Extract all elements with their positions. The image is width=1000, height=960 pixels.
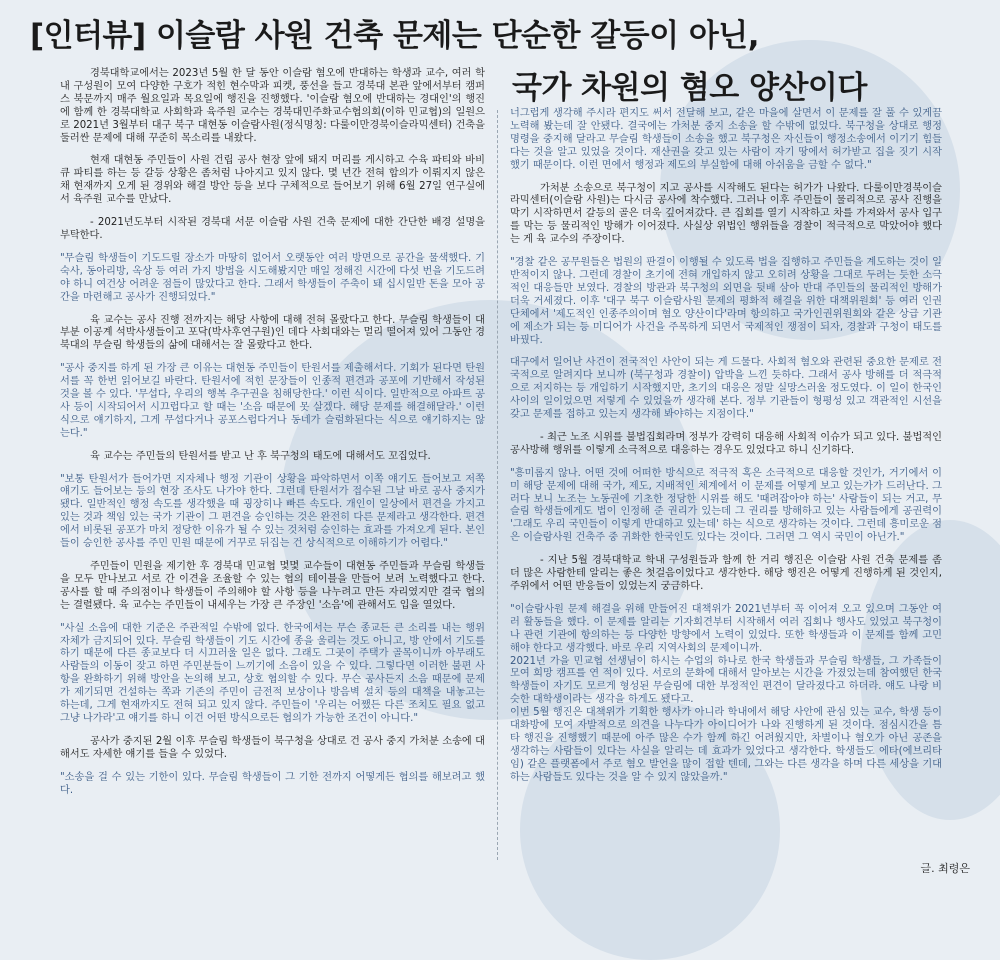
body-paragraph: 경북대학교에서는 2023년 5월 한 달 동안 이슬람 혐오에 반대하는 학생과 교수, 여러 학내 구성원이 모여 다양한 구호가 적힌 현수막과 피켓, 풍선을 들고 경북대 본관 앞에서부터 캠퍼스 북문까지 매주 월요일과 목요일에 행진을 진행했다. '이슬람 혐오에 반대하는 경대인'의 행진에 함께 한 경북대학교 사회학과 육주원 교수는 경북대민주화교수협의회(이하 민교협)의 일원으로 2021년 3월부터 대구 북구 대현동 이슬람사원(정식명칭: 다룰이만경북이슬라믹센터) 건축을 둘러싼 문제에 대해 꾸준히 목소리를 내왔다. xyxy=(60,68,485,144)
headline-line-2: 국가 차원의 혐오 양산이다 xyxy=(512,70,867,106)
left-column xyxy=(60,68,485,808)
quote-paragraph: "공사 중지를 하게 된 가장 큰 이유는 대현동 주민들이 탄원서를 제출해서다. 기회가 된다면 탄원서를 꼭 한번 읽어보길 바란다. 탄원서에 적힌 문장들이 인종적 편견과 공포에 기반해서 작성된 것을 볼 수 있다. '무섭다, 우리의 행복 추구권을 침해당한다.' 이런 식이다. 일반적으로 아파트 공사 등이 시작되어서 시끄럽다고 할 때는 '소음 때문에 못 살겠다. 해당 문제를 해결해달라.' 이런 식으로 얘기하지, 그게 무섭다거나 공포스럽다거나 동네가 슬럼화된다는 식으로 얘기하지는 않는다." xyxy=(60,363,485,439)
body-paragraph: - 2021년도부터 시작된 경북대 서문 이슬람 사원 건축 문제에 대한 간단한 배경 설명을 부탁한다. xyxy=(60,217,485,241)
quote-paragraph: "무슬림 학생들이 기도드릴 장소가 마땅히 없어서 오랫동안 여러 방면으로 공간을 물색했다. 기숙사, 동아리방, 옥상 등 여러 가지 방법을 시도해봤지만 매일 정해진 시간에 다섯 번을 기도드려야 하니 여건상 어려운 점들이 많았다고 한다. 그래서 학생들이 주축이 돼 십시일반 돈을 모아 공간을 마련해고 공사가 진행되었다." xyxy=(60,252,485,303)
quote-paragraph: "흥미롭지 않나. 어떤 것에 어떠한 방식으로 적극적 혹은 소극적으로 대응할 것인가, 거기에서 이미 해당 문제에 대해 국가, 제도, 지배적인 체계에서 이 문제를 어떻게 보고 있는가가 드러난다. 그러다 보니 노조는 노동권에 기초한 정당한 시위를 해도 '때려잡아야 하는' 사람들이 되는 거고, 무슬림 학생들에게도 법이 인정해 준 권리가 있는데 그 권리를 방해하고 있는 사람들에게 공권력이 '그래도 우리 국민들이 이렇게 반대하고 있는데' 하는 식으로 생각하는 것이다. 그런데 흥미로운 점은 이슬람사원 건축주 중 귀화한 한국인도 있다는 것이다. 그러면 그 역시 국민이 아닌가." xyxy=(510,467,942,544)
quote-paragraph: "이슬람사원 문제 해결을 위해 만들어진 대책위가 2021년부터 꼭 이어져 오고 있으며 그동안 여러 활동들을 했다. 이 문제를 알리는 기자회견부터 시작해서 여러 집회나 행사도 있었고 북구청이나 관련 기관에 항의하는 등 다양한 방향에서 노력이 있었다. 또한 학생들과 이 문제를 함께 고민해야 한다고 생각했다. 바로 우리 지역사회의 문제이니까. 2021년 가을 민교협 선생님이 하시는 수업의 하나로 한국 학생들과 무슬림 학생들, 그 가족들이 모여 희망 캠프를 연 적이 있다. 서로의 문화에 대해서 알아보는 시간을 가졌었는데 참여했던 한국 학생들이 자기도 모르게 형성된 무슬림에 대한 부정적인 편견이 달라졌다고 하더라. 얘도 나랑 비슷한 대학생이라는 생각을 하게도 됐다고. 이번 5월 행진은 대책위가 기획한 행사가 아니라 학내에서 해당 사안에 관심 있는 교수, 학생 등이 대화방에 모여 자발적으로 의견을 나누다가 아이디어가 나와 진행하게 된 것이다. 점심시간을 틈타 행진을 진행했기 때문에 아주 많은 수가 함께 하긴 어려웠지만, 차별이나 혐오가 아닌 공존을 생각하는 사람들이 있다는 사실을 알리는 데 효과가 있었다고 생각한다. 학생들도 에타(에브리타임) 같은 플랫폼에서 주로 혐오 발언을 많이 접할 텐데, 그와는 다른 생각을 하며 다른 세상을 기대하는 사람들도 있다는 것을 알 수 있지 않았을까." xyxy=(510,603,942,783)
quote-paragraph: "사실 소음에 대한 기준은 주관적일 수밖에 없다. 한국에서는 무슨 종교든 큰 소리를 내는 행위 자체가 금지되어 있다. 무슬림 학생들이 기도 시간에 종을 울리는 것도 아니고, 방 안에서 기도를 하기 때문에 다른 종교보다 더 시끄러울 일은 없다. 그래도 그곳이 주택가 골목이니까 아무래도 사람들의 이동이 잦고 하면 주민분들이 느끼기에 소음이 있을 수 있다. 그렇다면 이러한 불편 사항을 완화하기 위해 방안을 논의해 보고, 상호 협의할 수 있다. 무슨 공사든지 소음 때문에 문제가 제기되면 건설하는 쪽과 기존의 주민이 금전적 보상이나 방음벽 설치 등의 대책을 내놓고는 하는데, 그게 현재까지도 전혀 되고 있지 않다. 주민들이 '우리는 어쨌든 다른 조치도 필요 없고 그냥 나가라'고 얘기를 하니 이건 어떤 방식으로든 협의가 가능한 조건이 아니다." xyxy=(60,622,485,724)
body-paragraph: 공사가 중지된 2월 이후 무슬림 학생들이 북구청을 상대로 건 공사 중지 가처분 소송에 대해서도 자세한 얘기를 들을 수 있었다. xyxy=(60,735,485,760)
body-paragraph: 주민들이 민원을 제기한 후 경북대 민교협 몇몇 교수들이 대현동 주민들과 무슬림 학생들을 모두 만나보고 서로 간 이견을 조율할 수 있는 협의 테이블을 만들어 보려 노력했다고 한다. 공사를 할 때 주의점이나 학생들이 주의해야 할 사항 등을 나누려고 만든 자리였지만 결국 협의는 결렬됐다. 육 교수는 주민들이 내세우는 가장 큰 주장인 '소음'에 관해서도 입을 열었다. xyxy=(60,561,485,611)
column-divider xyxy=(497,110,498,860)
right-column xyxy=(510,108,942,795)
body-paragraph: 육 교수는 공사 진행 전까지는 해당 사항에 대해 전혀 몰랐다고 한다. 무슬림 학생들이 대부분 이공계 석박사생들이고 포닥(박사후연구원)인 데다 사회대와는 멀리 떨어져 있어 그동안 경북대의 무슬림 학생들의 삶에 대해서는 잘 몰랐다고 한다. xyxy=(60,314,485,352)
body-paragraph: 육 교수는 주민들의 탄원서를 받고 난 후 북구청의 태도에 대해서도 꼬집었다. xyxy=(90,450,431,462)
byline: 글. 최령은 xyxy=(920,862,970,875)
quote-paragraph: "소송을 걸 수 있는 기한이 있다. 무슬림 학생들이 그 기한 전까지 어떻게든 협의를 해보려고 했다. xyxy=(60,771,485,796)
headline-line-1: [인터뷰] 이슬람 사원 건축 문제는 단순한 갈등이 아닌, xyxy=(30,18,760,54)
quote-paragraph: "경찰 같은 공무원들은 법원의 판결이 이행될 수 있도록 법을 집행하고 주민들을 계도하는 것이 일반적이지 않나. 그런데 경찰이 초기에 전혀 개입하지 않고 오히려 상황을 그대로 두려는 듯한 소극적인 대응들만 보였다. 경찰의 방관과 북구청의 외면을 뒷배 삼아 반대 주민들의 물리적인 방해가 더욱 거세졌다. 이후 '대구 북구 이슬람사원 문제의 평화적 해결을 위한 대책위원회' 등 여러 인권 단체에서 '제도적인 인종주의이며 혐오 양산이다'라며 항의하고 국가인권위원회와 같은 상급 기관에 제소가 되는 등 미디어가 사건을 주목하게 되면서 국제적인 쟁점이 되자, 경찰과 구청이 태도를 바꿨다. xyxy=(510,257,942,346)
body-paragraph: - 최근 노조 시위를 불법집회라며 정부가 강력히 대응해 사회적 이슈가 되고 있다. 불법적인 공사방해 행위를 이렇게 소극적으로 대응하는 경우도 있었다고 하니 신기하다. xyxy=(510,431,942,456)
quote-paragraph: 너그럽게 생각해 주시라 편지도 써서 전달해 보고, 같은 마을에 살면서 이 문제를 잘 풀 수 있게끔 노력해 봤는데 잘 안됐다. 결국에는 가처분 중지 소송을 할 수밖에 없었다. 북구청을 상대로 행정명령을 중지해 달라고 무슬림 학생들이 소송을 했고 북구청은 자신들이 행정소송에서 이기기 힘들다는 것을 알고 있었을 것이다. 재산권을 갖고 있는 사람이 자기 땅에서 허가받고 집을 짓기 시작했기 때문이다. 이런 면에서 행정과 제도의 부실함에 대해 아쉬움을 금할 수 없다." xyxy=(510,108,942,171)
quote-paragraph: 대구에서 일어난 사건이 전국적인 사안이 되는 게 드물다. 사회적 혐오와 관련된 중요한 문제로 전국적으로 알려지다 보니까 (북구청과 경찰이) 압박을 느낀 듯하다. 그래서 공사 방해를 더 적극적으로 저지하는 등 개입하기 시작했지만, 초기의 대응은 정말 실망스러울 정도였다. 이 일이 한국인 사이의 일이었으면 저렇게 수 있었을까 생각해 본다. 정부 기관들이 형평성 있고 객관적인 시선을 갖고 문제를 접하고 있는지 생각해 봐야하는 지점이다." xyxy=(510,357,942,421)
body-paragraph: - 지난 5월 경북대학교 학내 구성원들과 함께 한 거리 행진은 이슬람 사원 건축 문제를 좀 더 많은 사람한테 알리는 좋은 첫걸음이었다고 생각한다. 해당 행진은 어떻게 진행하게 된 것인지, 주위에서 어떤 반응들이 있었는지 궁금하다. xyxy=(510,555,942,592)
body-paragraph: 현재 대현동 주민들이 사원 건립 공사 현장 앞에 돼지 머리를 게시하고 수육 파티와 바비큐 파티를 하는 등 갈등 상황은 좀처럼 나아지고 있지 않다. 몇 년간 전혀 합의가 이뤄지지 않은 채 현재까지 오게 된 경위와 해결 방안 등을 보다 구체적으로 들어보기 위해 6월 27일 연구실에서 육주원 교수를 만났다. xyxy=(60,155,485,206)
body-paragraph: 가처분 소송으로 북구청이 지고 공사를 시작해도 된다는 허가가 나왔다. 다룰이만경북이슬라믹센터(이슬람 사원)는 다시금 공사에 착수했다. 그러나 이후 주민들이 물리적으로 공사 진행을 막기 시작하면서 갈등의 골은 더욱 깊어져갔다. 큰 집회를 열기 시작하고 차를 가져와서 공사 입구를 막는 등 물리적인 방해가 이어졌다. 사실상 위법인 행위들을 경찰이 적극적으로 막았어야 했다는 게 육 교수의 주장이다. xyxy=(510,182,942,246)
quote-paragraph: "보통 탄원서가 들어가면 지자체나 행정 기관이 상황을 파악하면서 이쪽 얘기도 들어보고 저쪽 얘기도 들어보는 등의 현장 조사도 나가야 한다. 그런데 탄원서가 접수된 그날 바로 공사 중지가 됐다. 일반적인 행정 속도를 생각했을 때 굉장히나 빠른 속도다. 개인이 일상에서 편견을 가지고 있는 것과 책임 있는 국가 기관이 그 편견을 승인하는 것은 완전히 다른 문제라고 생각한다. 편견에서 비롯된 공포가 마치 정당한 이유가 될 수 있는 것처럼 승인하는 효과를 가져오게 된다. 본인들이 승인한 공사를 주민 민원 때문에 거꾸로 뒤집는 건 상식적으로 이해하기가 어렵다." xyxy=(60,473,485,550)
